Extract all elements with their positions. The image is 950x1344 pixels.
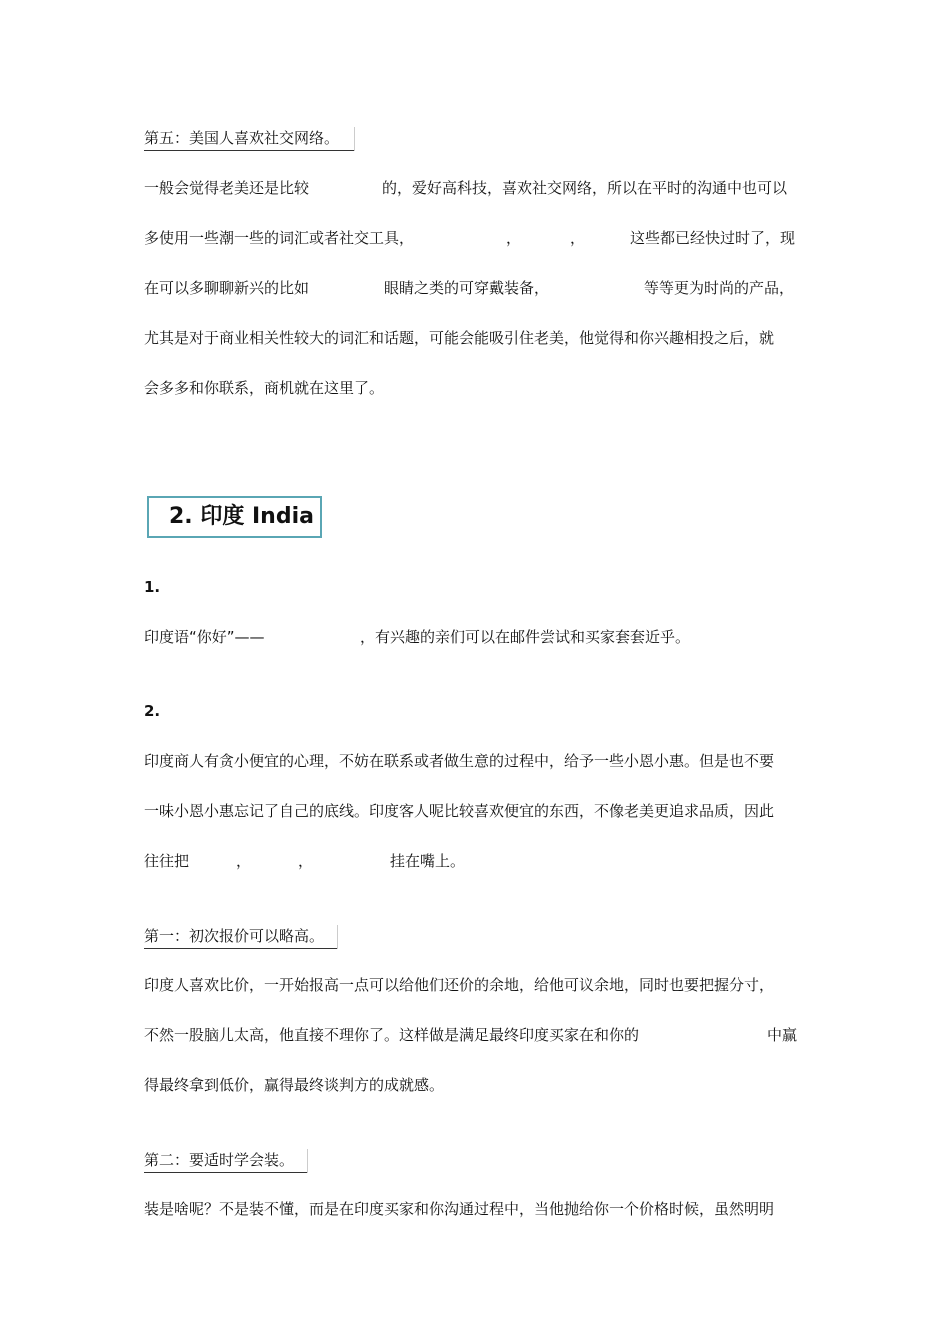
- subheading-rightrule: [337, 925, 338, 949]
- subheading-us-point5: 第五：美国人喜欢社交网络。: [144, 129, 340, 147]
- subheading-rightrule: [354, 127, 355, 151]
- paragraph-line: 得最终拿到低价，赢得最终谈判方的成就感。: [144, 1076, 445, 1094]
- subheading-underline: [144, 1172, 307, 1173]
- paragraph-line: 尤其是对于商业相关性较大的词汇和话题，可能会能吸引住老美，他觉得和你兴趣相投之后，就: [144, 329, 775, 347]
- subheading-india-point1: 第一：初次报价可以略高。: [144, 927, 325, 945]
- subheading-india-point2: 第二：要适时学会装。: [144, 1151, 295, 1169]
- paragraph-line: 会多多和你联系，商机就在这里了。: [144, 379, 385, 397]
- paragraph-line: 一般会觉得老美还是比较 的，爱好高科技，喜欢社交网络，所以在平时的沟通中也可以: [144, 179, 788, 197]
- paragraph-line: 装是啥呢？不是装不懂，而是在印度买家和你沟通过程中，当他抛给你一个价格时候，虽然明明: [144, 1200, 775, 1218]
- paragraph-line: 一味小恩小惠忘记了自己的底线。印度客人呢比较喜欢便宜的东西，不像老美更追求品质，因此: [144, 802, 775, 820]
- paragraph-line: 印度人喜欢比价，一开始报高一点可以给他们还价的余地，给他可议余地，同时也要把握分寸，: [144, 976, 775, 994]
- paragraph-line: 印度语“你好”—— ，有兴趣的亲们可以在邮件尝试和买家套套近乎。: [144, 628, 691, 646]
- section-heading-text: 2. 印度 India: [169, 504, 314, 529]
- subheading-rightrule: [307, 1149, 308, 1173]
- paragraph-line: 不然一股脑儿太高，他直接不理你了。这样做是满足最终印度买家在和你的 中赢: [144, 1026, 798, 1044]
- subheading-underline: [144, 150, 354, 151]
- paragraph-line: 印度商人有贪小便宜的心理，不妨在联系或者做生意的过程中，给予一些小恩小惠。但是也不要: [144, 752, 775, 770]
- list-number: 1.: [144, 578, 161, 596]
- paragraph-line: 多使用一些潮一些的词汇或者社交工具， ， ， 这些都已经快过时了，现: [144, 229, 796, 247]
- paragraph-line: 在可以多聊聊新兴的比如 眼睛之类的可穿戴装备， 等等更为时尚的产品，: [144, 279, 795, 297]
- paragraph-line: 往往把 ， ， 挂在嘴上。: [144, 852, 466, 870]
- subheading-underline: [144, 948, 337, 949]
- section-heading-india: [147, 496, 322, 538]
- list-number: 2.: [144, 702, 161, 720]
